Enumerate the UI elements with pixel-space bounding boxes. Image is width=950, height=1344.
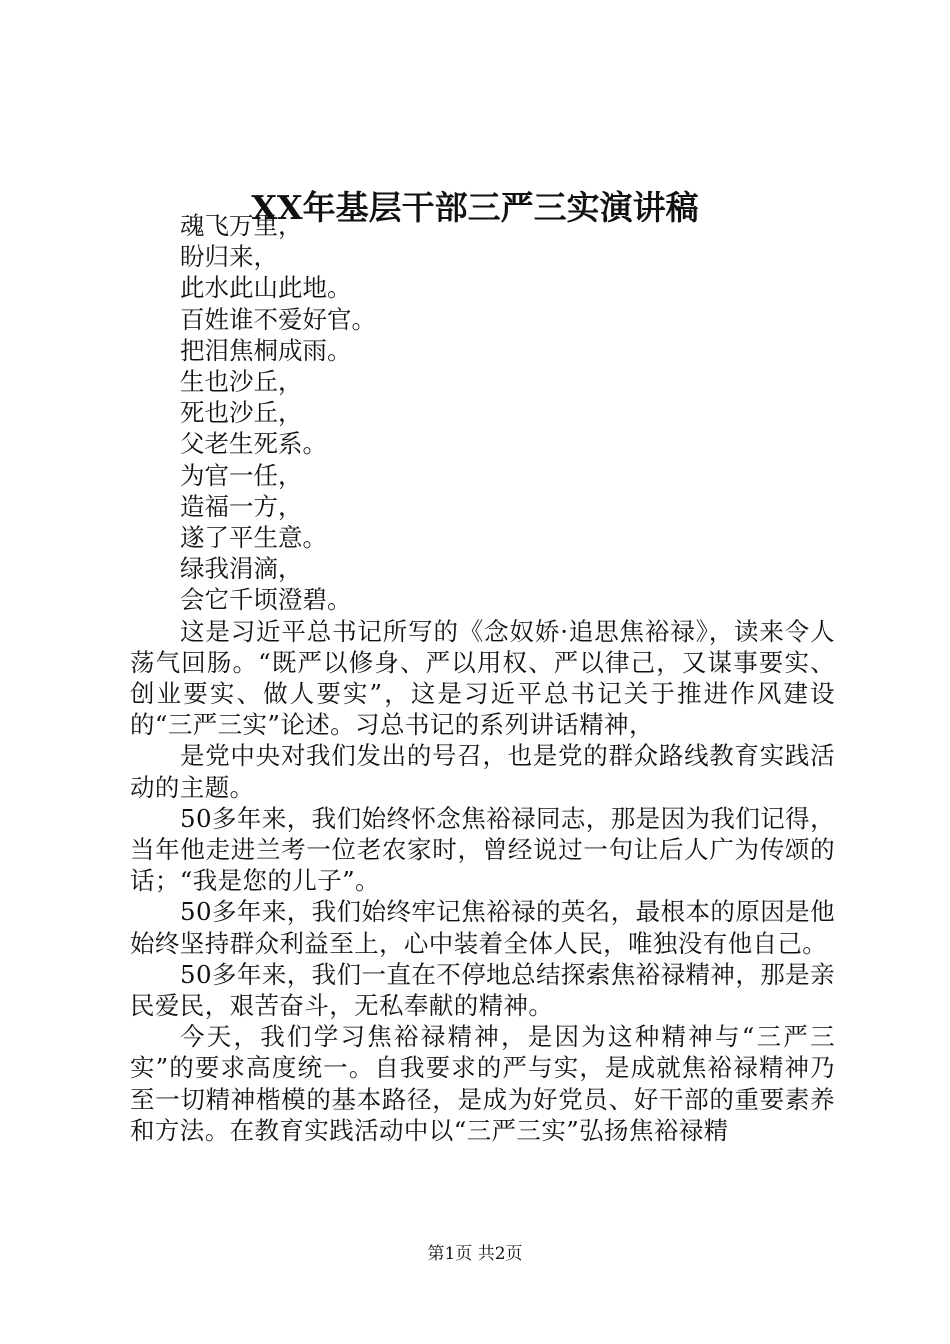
verse-line: 绿我涓滴， xyxy=(180,554,303,584)
verse-line: 把泪焦桐成雨。 xyxy=(180,335,352,365)
document-body xyxy=(130,210,835,1146)
verse-line: 造福一方， xyxy=(180,491,303,521)
verse-line: 此水此山此地。 xyxy=(180,273,352,303)
paragraph: 50多年来，我们始终怀念焦裕禄同志，那是因为我们记得，当年他走进兰考一位老农家时，曾经说过一句让后人广为传颂的话；“我是您的儿子”。 xyxy=(130,803,835,896)
paragraph: 今天，我们学习焦裕禄精神，是因为这种精神与“三严三实”的要求高度统一。自我要求的严与实，是成就焦裕禄精神乃至一切精神楷模的基本路径，是成为好党员、好干部的重要素养和方法。在教育实践活动中以“三严三实”弘扬焦裕禄精 xyxy=(130,1022,835,1145)
poem-verse xyxy=(130,210,835,616)
paragraph: 50多年来，我们始终牢记焦裕禄的英名，最根本的原因是他始终坚持群众利益至上，心中装着全体人民，唯独没有他自己。 xyxy=(130,897,835,958)
verse-line: 百姓谁不爱好官。 xyxy=(180,304,376,334)
document-title: XX年基层干部三严三实演讲稿 xyxy=(251,188,699,227)
paragraph: 这是习近平总书记所写的《念奴娇·追思焦裕禄》，读来令人荡气回肠。“既严以修身、严以用权、严以律己，又谋事要实、创业要实、做人要实”，这是习近平总书记关于推进作风建设的“三严三实”论述。习总书记的系列讲话精神， xyxy=(130,616,835,740)
verse-line: 为官一任， xyxy=(180,460,303,490)
verse-line: 生也沙丘， xyxy=(180,367,303,397)
verse-line: 死也沙丘， xyxy=(180,398,303,428)
verse-line: 父老生死系。 xyxy=(180,429,327,459)
verse-line: 会它千顷澄碧。 xyxy=(180,585,352,615)
paragraph: 是党中央对我们发出的号召，也是党的群众路线教育实践活动的主题。 xyxy=(130,741,835,802)
page-number-footer: 第1页 共2页 xyxy=(427,1244,523,1264)
paragraph: 50多年来，我们一直在不停地总结探索焦裕禄精神，那是亲民爱民，艰苦奋斗，无私奉献的精神。 xyxy=(130,959,835,1021)
verse-line: 遂了平生意。 xyxy=(180,523,327,553)
verse-line: 盼归来， xyxy=(180,242,278,272)
verse-line: 魂飞万里， xyxy=(180,211,303,240)
